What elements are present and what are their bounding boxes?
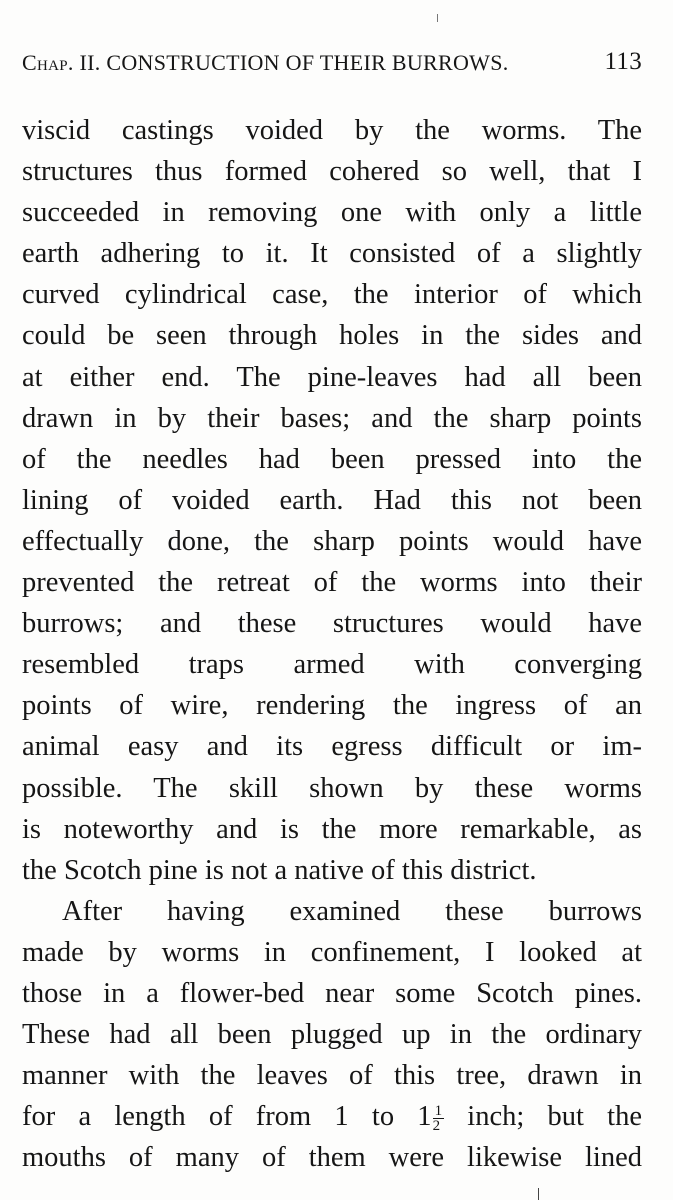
text-line — [22, 685, 642, 726]
text-line — [22, 850, 642, 891]
line-text-continued: inch; but the — [444, 1101, 642, 1133]
text-line — [22, 603, 642, 644]
chapter-label: Chap. II. — [22, 50, 101, 75]
line-text: made by worms in confinement, I looked at — [22, 936, 642, 968]
line-text: possible. The skill shown by these worms — [22, 772, 642, 804]
line-text: resembled traps armed with converging — [22, 649, 642, 681]
text-line — [22, 973, 642, 1014]
line-text: of the needles had been pressed into the — [22, 443, 642, 475]
text-line — [22, 480, 642, 521]
text-line — [22, 726, 642, 767]
text-line — [22, 644, 642, 685]
text-line — [22, 562, 642, 603]
text-line — [22, 233, 642, 274]
line-text: These had all been plugged up in the ordinary — [22, 1019, 642, 1051]
line-text: points of wire, rendering the ingress of an — [22, 690, 642, 722]
scan-mark — [437, 14, 438, 22]
paragraph — [22, 110, 642, 891]
text-line — [22, 768, 642, 809]
line-text: could be seen through holes in the sides and — [22, 320, 642, 352]
line-text: earth adhering to it. It consisted of a slightly — [22, 238, 642, 270]
line-text: is noteworthy and is the more remarkable, as — [22, 813, 642, 845]
line-text: manner with the leaves of this tree, drawn in — [22, 1060, 642, 1092]
text-line — [22, 398, 642, 439]
running-head — [22, 50, 642, 80]
text-line — [22, 274, 642, 315]
line-text: After having examined these burrows — [62, 895, 642, 927]
text-line — [22, 110, 642, 151]
text-line — [22, 809, 642, 850]
text-line — [22, 1096, 642, 1137]
text-line — [22, 1014, 642, 1055]
line-text: lining of voided earth. Had this not been — [22, 484, 642, 516]
fraction — [433, 1104, 445, 1133]
chapter-title: CONSTRUCTION OF THEIR BURROWS. — [106, 50, 509, 75]
text-line — [22, 932, 642, 973]
text-line — [22, 1137, 642, 1178]
text-line — [22, 1055, 642, 1096]
fraction-denominator: 2 — [432, 1118, 441, 1135]
text-line — [22, 151, 642, 192]
line-text: drawn in by their bases; and the sharp points — [22, 402, 642, 434]
line-text: structures thus formed cohered so well, that I — [22, 156, 642, 188]
line-text: animal easy and its egress difficult or im- — [22, 731, 642, 763]
scan-mark — [538, 1188, 539, 1200]
text-line — [22, 891, 642, 932]
line-text: the Scotch pine is not a native of this district. — [22, 854, 537, 886]
text-line — [22, 439, 642, 480]
line-text: at either end. The pine-leaves had all been — [22, 361, 642, 393]
line-text: effectually done, the sharp points would have — [22, 525, 642, 557]
line-text: those in a flower-bed near some Scotch pines. — [22, 977, 642, 1009]
text-line — [22, 357, 642, 398]
line-text: burrows; and these structures would have — [22, 608, 642, 640]
line-text: curved cylindrical case, the interior of which — [22, 279, 642, 311]
text-line — [22, 192, 642, 233]
text-line — [22, 315, 642, 356]
text-line — [22, 521, 642, 562]
line-text: prevented the retreat of the worms into their — [22, 567, 642, 599]
line-text: for a length of from 1 to 1 — [22, 1101, 432, 1133]
body-text — [22, 110, 642, 1178]
line-text: viscid castings voided by the worms. The — [22, 115, 642, 146]
paragraph — [22, 891, 642, 1179]
fraction-numerator: 1 — [434, 1103, 443, 1120]
line-text: succeeded in removing one with only a little — [22, 197, 642, 229]
page-number: 113 — [604, 48, 642, 75]
line-text: mouths of many of them were likewise lined — [22, 1142, 642, 1174]
